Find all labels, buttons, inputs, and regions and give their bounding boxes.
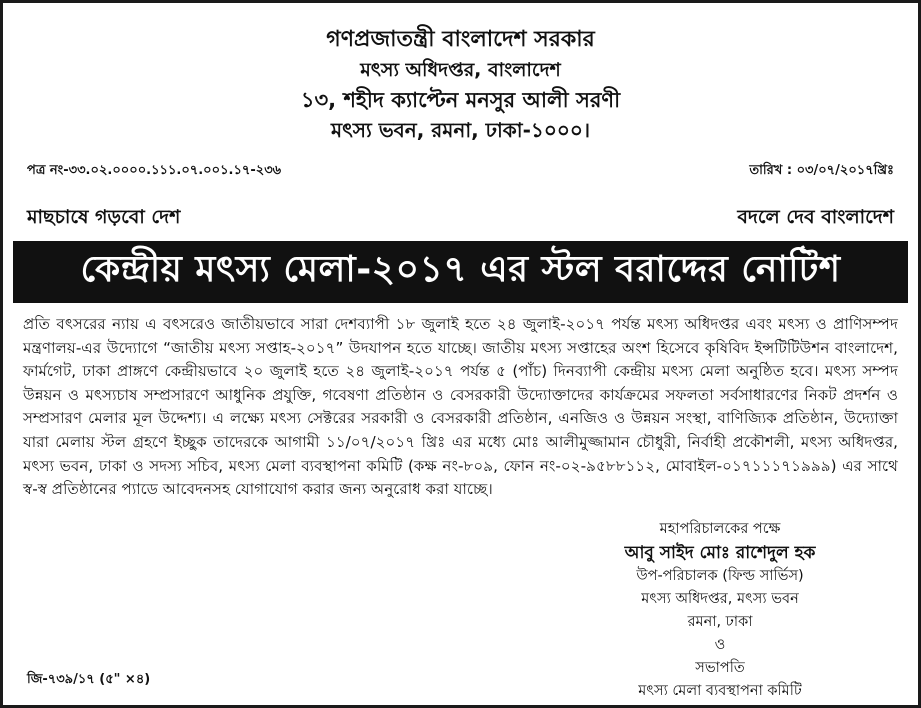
letterhead bbox=[3, 3, 918, 145]
signatory-name: আবু সাইদ মোঃ রাশেদুল হক bbox=[624, 543, 816, 563]
signatory-office: মৎস্য অধিদপ্তর, মৎস্য ভবন bbox=[641, 591, 799, 607]
signature-block bbox=[570, 518, 870, 703]
notice-title: কেন্দ্রীয় মৎস্য মেলা-২০১৭ এর স্টল বরাদ্দের নোটিশ bbox=[80, 249, 841, 290]
signature-conjunction: ও bbox=[714, 637, 726, 653]
government-name: গণপ্রজাতন্ত্রী বাংলাদেশ সরকার bbox=[326, 27, 595, 52]
reference-row bbox=[27, 161, 894, 182]
signatory-role: সভাপতি bbox=[695, 660, 745, 676]
signatory-designation: উপ-পরিচালক (ফিল্ড সার্ভিস) bbox=[636, 568, 804, 584]
slogan-left: মাছচাষে গড়বো দেশ bbox=[27, 206, 181, 228]
notice-body: প্রতি বৎসরের ন্যায় এ বৎসরেও জাতীয়ভাবে সারা দেশব্যাপী ১৮ জুলাই হতে ২৪ জুলাই-২০১৭ পর্যন্ত মৎস্য অধিদপ্তর এবং মৎস্য ও প্রাণিসম্পদ মন্ত্রণালয়-এর উদ্যোগে “জাতীয় মৎস্য সপ্তাহ-২০১৭” উদযাপন হতে যাচ্ছে। জাতীয় মৎস্য সপ্তাহের অংশ হিসেবে কৃষিবিদ ইন্সটিটিউশন বাংলাদেশ, ফার্মগেট, ঢাকা প্রাঙ্গণে কেন্দ্রীয়ভাবে ২০ জুলাই হতে ২৪ জুলাই-২০১৭ পর্যন্ত ৫ (পাঁচ) দিনব্যাপী কেন্দ্রীয় মৎস্য মেলা অনুষ্ঠিত হবে। মৎস্য সম্পদ উন্নয়ন ও মৎস্যচাষ সম্প্রসারণে আধুনিক প্রযুক্তি, গবেষণা প্রতিষ্ঠান ও বেসরকারী উদ্যোক্তাদের কার্যক্রমের সফলতা সর্বসাধারণের নিকট প্রদর্শন ও সম্প্রসারণ মেলার মূল উদ্দেশ্য। এ লক্ষ্যে মৎস্য সেক্টরের সরকারী ও বেসরকারী প্রতিষ্ঠান, এনজিও ও উন্নয়ন সংস্থা, বাণিজ্যিক প্রতিষ্ঠান, উদ্যোক্তা যারা মেলায় স্টল গ্রহণে ইচ্ছুক তাদেরকে আগামী ১১/০৭/২০১৭ খ্রিঃ এর মধ্যে মোঃ আলীমুজ্জামান চৌধুরী, নির্বাহী প্রকৌশলী, মৎস্য অধিদপ্তর, মৎস্য ভবন, ঢাকা ও সদস্য সচিব, মৎস্য মেলা ব্যবস্থাপনা কমিটি (কক্ষ নং-৮০৯, ফোন নং-০২-৯৫৮৮১১২, মোবাইল-০১৭১১১৭১৯৯৯) এর সাথে স্ব-স্ব প্রতিষ্ঠানের প্যাডে আবেদনসহ যোগাযোগ করার জন্য অনুরোধ করা যাচ্ছে। bbox=[23, 315, 898, 499]
signatory-location: রমনা, ঢাকা bbox=[687, 614, 753, 630]
slogan-right: বদলে দেব বাংলাদেশ bbox=[737, 206, 894, 228]
advertisement-code: জি-৭৩৯/১৭ (৫" ×৪) bbox=[27, 672, 151, 687]
slogan-row bbox=[27, 203, 894, 235]
signatory-committee: মৎস্য মেলা ব্যবস্থাপনা কমিটি bbox=[638, 683, 802, 699]
notice-title-banner bbox=[13, 241, 908, 303]
department-name: মৎস্য অধিদপ্তর, বাংলাদেশ bbox=[360, 59, 561, 81]
memo-number: পত্র নং-৩৩.০২.০০০০.১১১.০৭.০০১.১৭-২৩৬ bbox=[27, 163, 282, 178]
address-street: ১৩, শহীদ ক্যাপ্টেন মনসুর আলী সরণী bbox=[300, 88, 621, 112]
issue-date: তারিখ : ০৩/০৭/২০১৭খ্রিঃ bbox=[749, 163, 894, 178]
signature-on-behalf: মহাপরিচালকের পক্ষে bbox=[659, 521, 781, 537]
address-city: মৎস্য ভবন, রমনা, ঢাকা-১০০০। bbox=[330, 118, 591, 142]
